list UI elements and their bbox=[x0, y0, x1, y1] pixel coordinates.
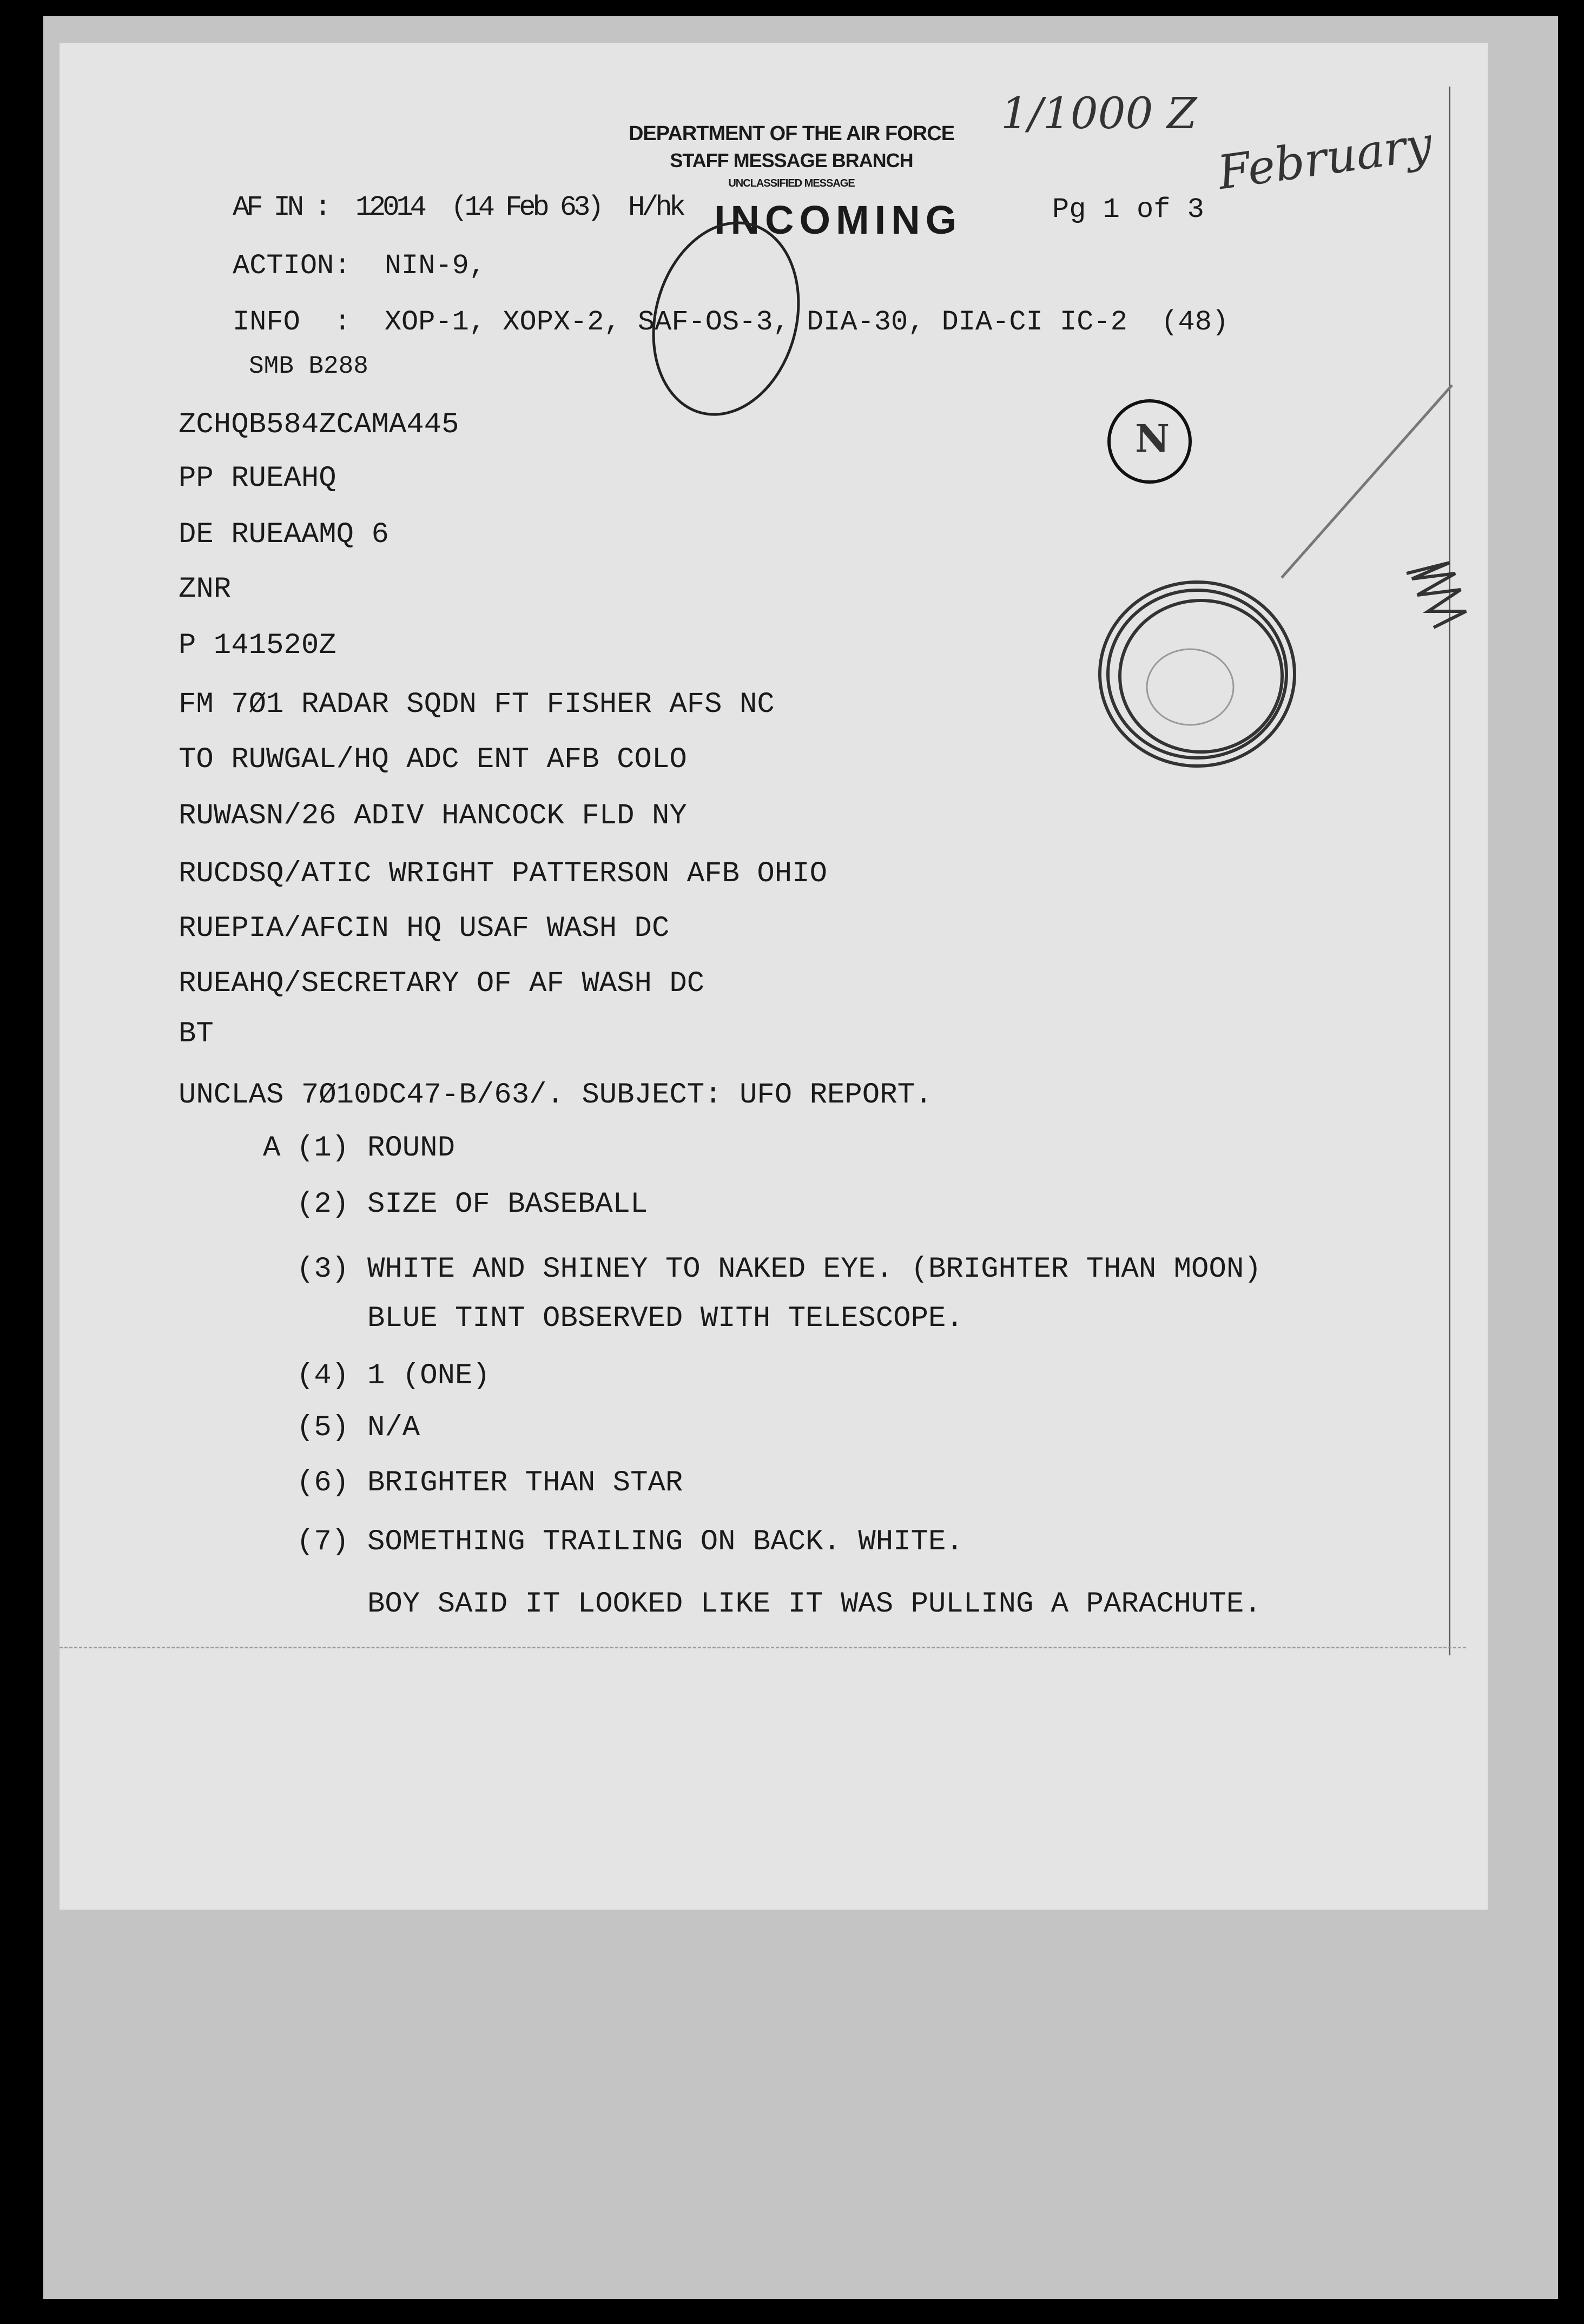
routing-line: RUWASN/26 ADIV HANCOCK FLD NY bbox=[179, 800, 687, 833]
department-heading: DEPARTMENT OF THE AIR FORCE bbox=[628, 122, 955, 145]
item-continuation: BLUE TINT OBSERVED WITH TELESCOPE. bbox=[367, 1302, 963, 1335]
item-text: 1 (ONE) bbox=[367, 1359, 490, 1392]
af-in-line: AF IN : 12014 (14 Feb 63) H/hk bbox=[233, 192, 683, 223]
routing-line: FM 7Ø1 RADAR SQDN FT FISHER AFS NC bbox=[179, 688, 775, 721]
routing-line: P 141520Z bbox=[179, 629, 336, 662]
pencil-scribble bbox=[1407, 563, 1466, 628]
routing-line: PP RUEAHQ bbox=[179, 462, 336, 495]
hand-drawn-oval bbox=[633, 206, 819, 431]
item-number: (7) bbox=[296, 1526, 349, 1559]
smb-line: SMB B288 bbox=[249, 352, 368, 380]
routing-line: DE RUEAAMQ 6 bbox=[179, 518, 389, 551]
ufo-sketch-icon bbox=[1100, 582, 1295, 766]
item-text: N/A bbox=[367, 1411, 420, 1444]
routing-line: RUEAHQ/SECRETARY OF AF WASH DC bbox=[179, 967, 705, 1000]
branch-heading: STAFF MESSAGE BRANCH bbox=[670, 149, 913, 171]
item-text: SOMETHING TRAILING ON BACK. WHITE. bbox=[367, 1526, 963, 1559]
action-line: ACTION: NIN-9, bbox=[233, 250, 486, 282]
item-text: ROUND bbox=[367, 1132, 456, 1165]
routing-line: UNCLAS 7Ø10DC47-B/63/. SUBJECT: UFO REPORT. bbox=[179, 1079, 933, 1112]
item-text: BRIGHTER THAN STAR bbox=[367, 1467, 683, 1500]
item-text: SIZE OF BASEBALL bbox=[367, 1188, 648, 1221]
item-number: (5) bbox=[296, 1411, 349, 1444]
routing-line: BT bbox=[179, 1018, 214, 1051]
circled-letter: N bbox=[1135, 416, 1170, 461]
circle-around-letter bbox=[1109, 401, 1190, 482]
classification-label: UNCLASSIFIED MESSAGE bbox=[728, 177, 855, 189]
routing-line: RUEPIA/AFCIN HQ USAF WASH DC bbox=[179, 912, 670, 945]
item-continuation: BOY SAID IT LOOKED LIKE IT WAS PULLING A PARACHUTE. bbox=[367, 1588, 1262, 1621]
item-number: (3) bbox=[296, 1253, 349, 1286]
item-number: (2) bbox=[296, 1188, 349, 1221]
page-number: Pg 1 of 3 bbox=[1052, 194, 1204, 226]
info-line: INFO : XOP-1, XOPX-2, SAF-OS-3, DIA-30, DIA-CI IC-2 (48) bbox=[233, 306, 1229, 338]
pencil-diagonal-line bbox=[1282, 385, 1452, 578]
routing-line: ZCHQB584ZCAMA445 bbox=[179, 408, 459, 441]
item-number: (1) bbox=[296, 1132, 349, 1165]
item-number: (4) bbox=[296, 1359, 349, 1392]
routing-line: ZNR bbox=[179, 573, 232, 606]
routing-line: RUCDSQ/ATIC WRIGHT PATTERSON AFB OHIO bbox=[179, 857, 827, 890]
routing-line: TO RUWGAL/HQ ADC ENT AFB COLO bbox=[179, 743, 687, 776]
incoming-stamp: INCOMING bbox=[714, 197, 962, 242]
item-text: WHITE AND SHINEY TO NAKED EYE. (BRIGHTER THAN MOON) bbox=[367, 1253, 1262, 1286]
handwritten-time: 1/1000 Z bbox=[1001, 88, 1197, 138]
item-number: (6) bbox=[296, 1467, 349, 1500]
handwritten-month: February bbox=[1214, 116, 1436, 201]
section-letter: A bbox=[263, 1132, 281, 1165]
